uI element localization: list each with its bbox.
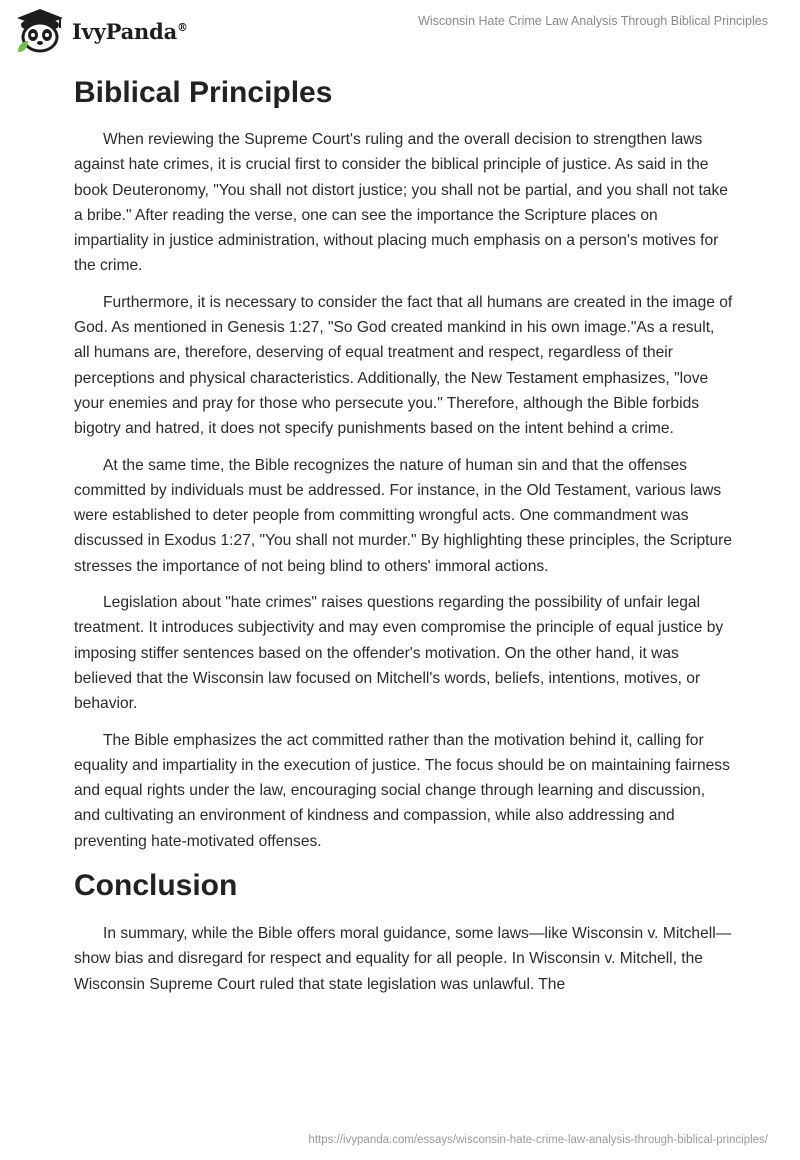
- section-heading-biblical-principles: Biblical Principles: [74, 76, 333, 109]
- section-heading-conclusion: Conclusion: [74, 869, 238, 903]
- paragraph: In summary, while the Bible offers moral guidance, some laws—like Wisconsin v. Mitchell—show bias and disregard for respect and equality for all people. In Wisconsin v. Mitchell, the Wisconsin Supreme Court ruled that state legislation was unlawful. The: [74, 925, 732, 993]
- article-body: [74, 70, 734, 1008]
- footer-source-url[interactable]: https://ivypanda.com/essays/wisconsin-hate-crime-law-analysis-through-biblical-principles/: [308, 1134, 768, 1146]
- paragraph: The Bible emphasizes the act committed rather than the motivation behind it, calling for equality and impartiality in the execution of justice. The focus should be on maintaining fairness and equal rights under the law, encouraging social change through learning and discussion, and cultivating an environment of kindness and compassion, while also addressing and preventing hate-motivated offenses.: [74, 731, 730, 850]
- page-header: [0, 0, 800, 62]
- ivypanda-logo[interactable]: [14, 8, 188, 54]
- paragraph: When reviewing the Supreme Court's ruling and the overall decision to strengthen laws against hate crimes, it is crucial first to consider the biblical principle of justice. As said in the book Deuteronomy, "You shall not distort justice; you shall not be partial, and you shall not take a bribe." After reading the verse, one can see the importance the Scripture places on impartiality in justice administration, without placing much emphasis on a person's motives for the crime.: [74, 131, 728, 275]
- logo-text: IvyPanda®: [72, 18, 188, 44]
- paragraph: Legislation about "hate crimes" raises questions regarding the possibility of unfair legal treatment. It introduces subjectivity and may even compromise the principle of equal justice by imposing stiffer sentences based on the offender's motivation. On the other hand, it was believed that the Wisconsin law focused on Mitchell's words, beliefs, intentions, motives, or behavior.: [74, 594, 724, 713]
- paragraph: Furthermore, it is necessary to consider the fact that all humans are created in the image of God. As mentioned in Genesis 1:27, "So God created mankind in his own image."As a result, all humans are, therefore, deserving of equal treatment and respect, regardless of their perceptions and physical characteristics. Additionally, the New Testament emphasizes, "love your enemies and pray for those who persecute you." Therefore, although the Bible forbids bigotry and hatred, it does not specify punishments based on the intent behind a crime.: [74, 293, 733, 438]
- paragraph: At the same time, the Bible recognizes the nature of human sin and that the offenses committed by individuals must be addressed. For instance, in the Old Testament, various laws were established to deter people from committing wrongful acts. One commandment was discussed in Exodus 1:27, "You shall not murder." By highlighting these principles, the Scripture stresses the importance of not being blind to others' immoral actions.: [74, 456, 733, 575]
- registered-mark: ®: [177, 20, 188, 34]
- panda-logo-icon: [14, 8, 66, 54]
- document-title: Wisconsin Hate Crime Law Analysis Through Biblical Principles: [418, 14, 768, 28]
